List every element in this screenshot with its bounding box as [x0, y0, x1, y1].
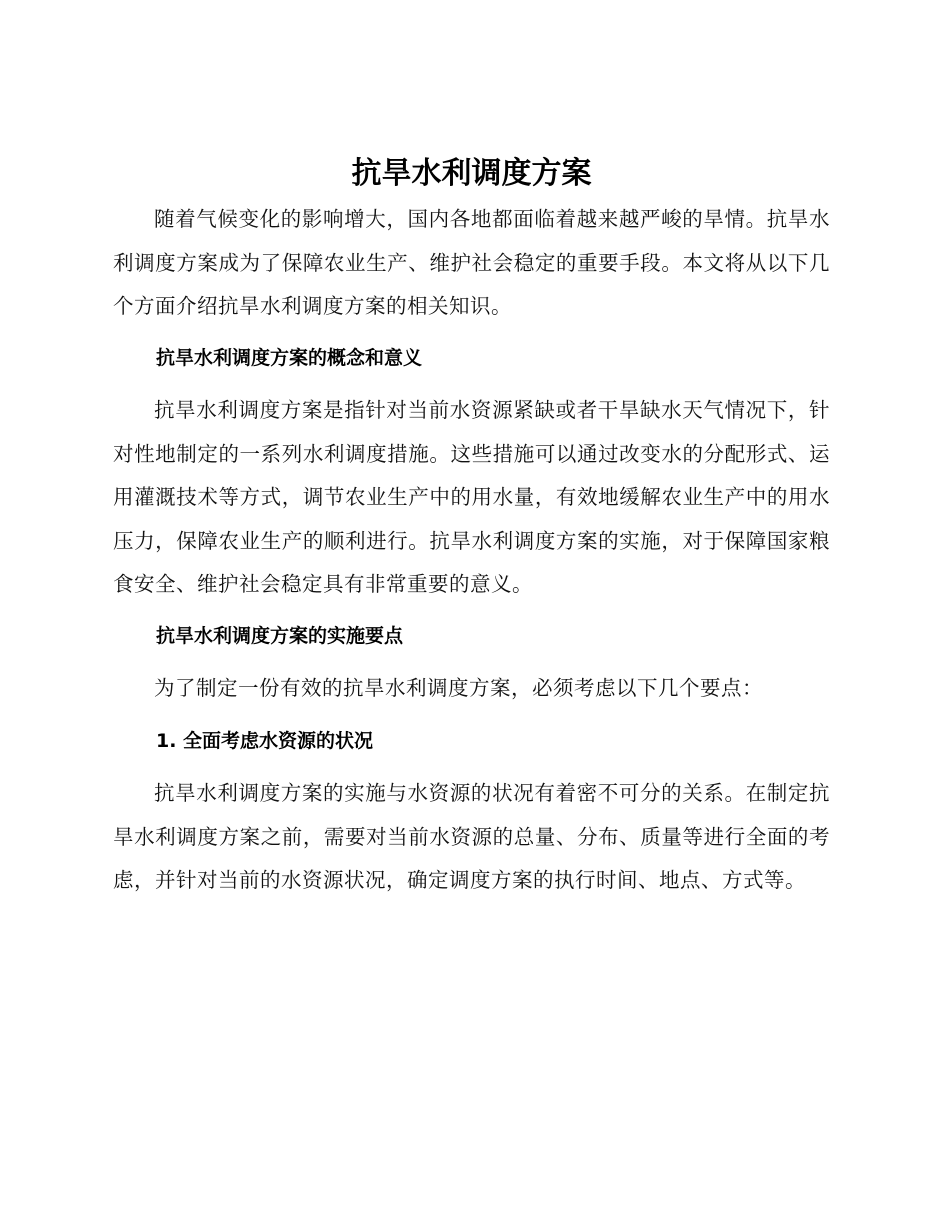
point-heading-water-resources: 1. 全面考虑水资源的状况: [156, 729, 374, 752]
spacer: [113, 380, 830, 389]
spacer: [113, 658, 830, 667]
document-title: 抗旱水利调度方案: [351, 156, 592, 191]
spacer: [113, 329, 830, 337]
intro-paragraph: 随着气候变化的影响增大，国内各地都面临着越来越严峻的旱情。抗旱水利调度方案成为了保障农业生产、维护社会稳定的重要手段。本文将从以下几个方面介绍抗旱水利调度方案的相关知识。: [113, 207, 830, 318]
spacer: [113, 763, 830, 772]
key-points-intro-paragraph: 为了制定一份有效的抗旱水利调度方案，必须考虑以下几个要点：: [154, 676, 763, 700]
section-heading-key-points: 抗旱水利调度方案的实施要点: [156, 624, 404, 647]
spacer: [113, 607, 830, 615]
water-resources-paragraph: 抗旱水利调度方案的实施与水资源的状况有着密不可分的关系。在制定抗旱水利调度方案之前，需要对当前水资源的总量、分布、质量等进行全面的考虑，并针对当前的水资源状况，确定调度方案的执行时间、地点、方式等。: [113, 781, 830, 892]
spacer: [113, 711, 830, 720]
section-heading-concept: 抗旱水利调度方案的概念和意义: [156, 346, 423, 369]
concept-paragraph: 抗旱水利调度方案是指针对当前水资源紧缺或者干旱缺水天气情况下，针对性地制定的一系列水利调度措施。这些措施可以通过改变水的分配形式、运用灌溉技术等方式，调节农业生产中的用水量，有效地缓解农业生产中的用水压力，保障农业生产的顺利进行。抗旱水利调度方案的实施，对于保障国家粮食安全、维护社会稳定具有非常重要的意义。: [113, 398, 830, 596]
document-body: [113, 150, 830, 903]
